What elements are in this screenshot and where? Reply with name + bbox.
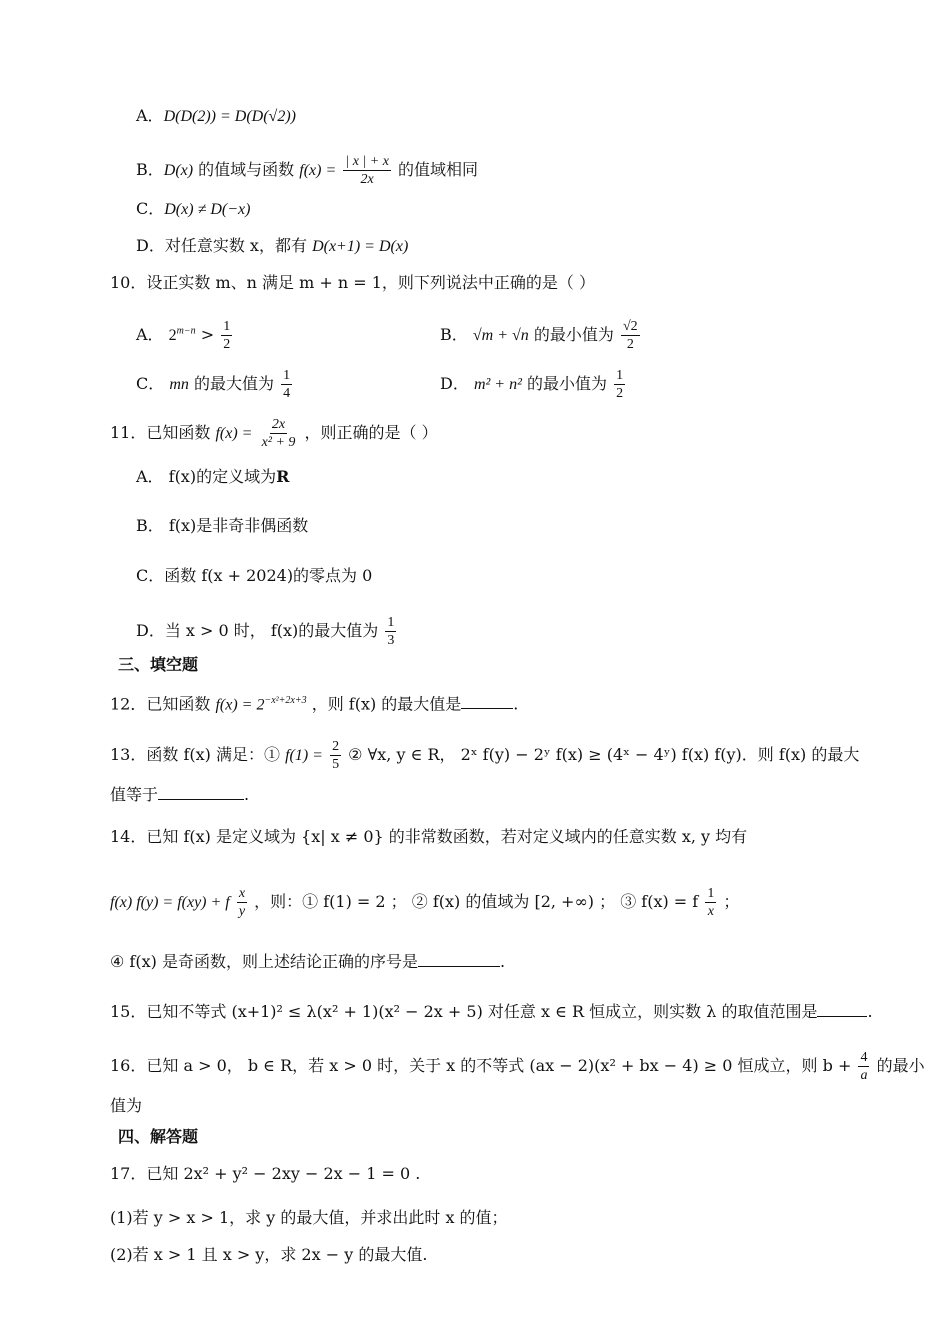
q12: 12．已知函数 $f(x) = 2^{-x^2+2x+3}$ ，则 f(x) 的最大值是 . [110, 694, 519, 714]
q9-option-d: D．对任意实数 x，都有 D(x+1) = D(x) [136, 236, 409, 255]
q13-answer-blank[interactable] [158, 798, 244, 800]
q10-option-c: C． mn 的最大值为 $\frac{1}{4}$ [136, 368, 291, 401]
q13: 13．函数 f(x) 满足：① f(1) = $\frac{2}{5}$ ② ∀x, y ∈ R， 2ˣ f(y) − 2ʸ f(x) ≥ (4ˣ − 4ʸ) f(x) f(y)．则 f(x) 的最大 [110, 739, 860, 772]
q9-option-c: C．D(x) ≠ D(−x) [136, 199, 251, 218]
section-answer-heading: 四、解答题 [118, 1127, 199, 1146]
q17-stem: 17．已知 2x² + y² − 2xy − 2x − 1 = 0 . [110, 1164, 421, 1183]
q11-option-d: D．当 x > 0 时， f(x)的最大值为 $\frac{1}{3}$ [136, 615, 395, 648]
q9-b-fraction: $\frac{| x | + x}{2x}$ [345, 154, 389, 187]
q9-option-b: B．D(x) 的值域与函数 f(x) = $\frac{| x | + x}{2x}$ 的值域相同 [136, 154, 479, 187]
q14-line2: f(x) f(y) = f(xy) + f $\frac{x}{y}$ ，则：① f(1) = 2 ； ② f(x) 的值域为 [2, +∞) ； ③ f(x) = f $\frac{1}{x}$ ； [110, 886, 740, 919]
section-fill-in-heading: 三、填空题 [118, 655, 199, 674]
q9-option-a: A．D(D(2)) = D(D(√2)) [136, 106, 296, 125]
q14-line3: ④ f(x) 是奇函数，则上述结论正确的序号是 . [110, 952, 506, 971]
q10-option-a: A． $2^{m-n}$ > $\frac{1}{2}$ [136, 319, 231, 352]
q16: 16．已知 a > 0， b ∈ R，若 x > 0 时，关于 x 的不等式 (ax − 2)(x² + bx − 4) ≥ 0 恒成立，则 b + $\frac{4}{a}$ 的最小 [110, 1050, 925, 1083]
q11-option-a: A． f(x)的定义域为R [136, 467, 290, 486]
q14-answer-blank[interactable] [418, 965, 500, 967]
q14-line1: 14．已知 f(x) 是定义域为 {x| x ≠ 0} 的非常数函数，若对定义域内的任意实数 x, y 均有 [110, 827, 748, 846]
q12-answer-blank[interactable] [461, 707, 513, 709]
q16-line2: 值为 [110, 1096, 143, 1115]
q11-option-b: B． f(x)是非奇非偶函数 [136, 516, 309, 535]
q13-line2: 值等于 . [110, 785, 250, 804]
q17-part1: (1)若 y > x > 1，求 y 的最大值，并求出此时 x 的值； [110, 1208, 508, 1227]
q10-option-d: D． m² + n² 的最小值为 $\frac{1}{2}$ [440, 368, 624, 401]
q11-stem: 11．已知函数 f(x) = $\frac{2x}{\text{x² + 9}}$ ，则正确的是（ ） [110, 417, 438, 450]
q10-option-b: B． √m + √n 的最小值为 $\frac{√2}{2}$ [440, 319, 638, 352]
q17-part2: (2)若 x > 1 且 x > y，求 2x − y 的最大值. [110, 1245, 428, 1264]
q10-stem: 10．设正实数 m、n 满足 m + n = 1，则下列说法中正确的是（ ） [110, 273, 595, 292]
q15: 15．已知不等式 (x+1)² ≤ λ(x² + 1)(x² − 2x + 5) 对任意 x ∈ R 恒成立，则实数 λ 的取值范围是 . [110, 1002, 873, 1021]
q15-answer-blank[interactable] [817, 1015, 867, 1017]
q11-option-c: C．函数 f(x + 2024)的零点为 0 [136, 566, 373, 585]
